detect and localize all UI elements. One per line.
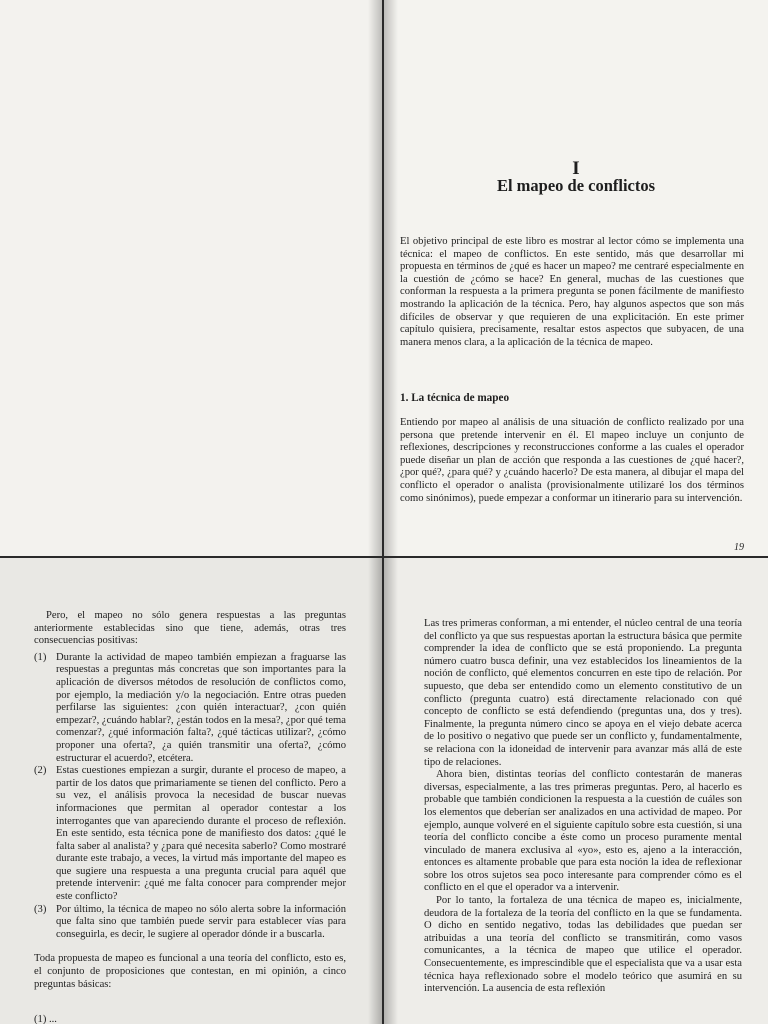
binding-shadow [384, 0, 398, 556]
section-heading: 1. La técnica de mapeo [400, 392, 510, 404]
bottom-left-page [0, 558, 382, 1024]
list-item-number: (3) [34, 903, 47, 915]
binding-shadow [368, 0, 382, 556]
body-paragraph: Ahora bien, distintas teorías del conflicto contestarán de maneras diversas, especialmente, a las tres primeras preguntas. Pero, al hacerlo es probable que también condicionen la respuesta a la cuestión de cuáles son los elementos que deberían ser analizados en una actividad de mapeo. Por ejemplo, aunque volveré en el siguiente capítulo sobre esta cuestión, si una teoría del conflicto concibe a éste como un proceso puramente mental vinculado de manera exclusiva al «yo», esto es, ajeno a la interacción, entonces es altamente probable que para esta noción la idea de reflexionar sobre los otros sujetos sea poco interesante para comprender cómo es el conflicto en el que el operador va a intervenir. [424, 769, 743, 894]
top-right-chapter-page [384, 0, 768, 556]
chapter-title: El mapeo de conflictos [496, 176, 656, 195]
closing-paragraph: Toda propuesta de mapeo es funcional a una teoría del conflicto, esto es, el conjunto de proposiciones que contestan, en mi opinión, a cinco preguntas básicas: [34, 953, 346, 990]
list-item-text: Durante la actividad de mapeo también empiezan a fraguarse las respuestas a preguntas más concretas que son importantes para la aplicación de diversos métodos de resolución de conflictos como, por ejemplo, la mediación y/o la negociación. Entre otras pueden perfilarse las siguientes: ¿con quién interactuar?, ¿con quién empezar?, ¿cuándo hablar?, ¿están todos en la mesa?, ¿por qué tema comenzar?, ¿qué información falta?, ¿qué tácticas utilizar?, ¿cómo proponer una oferta?, ¿a quién transmitir una oferta?, ¿cómo estructurar el acuerdo?, etcétera. [56, 651, 346, 764]
page-number: 19 [734, 542, 744, 553]
bottom-right-page [384, 558, 768, 1024]
intro-text [400, 236, 744, 349]
section-paragraph: Entiendo por mapeo al análisis de una situación de conflicto realizado por una persona que pretende intervenir en él. El mapeo incluye un conjunto de reflexiones, descripciones y reconstrucciones conforme a las cuales el operador puede diseñar un plan de acción que responda a las cuestiones de ¿qué hacer?, ¿por qué?, ¿para qué? y ¿cuándo hacerlo? De esta manera, al dibujar el mapa del conflicto el operador o analista (provisionalmente utilizaré los dos términos como sinónimos), puede empezar a conformar un itinerario para su intervención. [400, 417, 744, 504]
section-text [400, 417, 744, 505]
list-item [34, 904, 346, 942]
body-paragraph: Por lo tanto, la fortaleza de una técnica de mapeo es, inicialmente, deudora de la fortaleza de la teoría del conflicto en la que se fundamenta. O dicho en sentido negativo, todas las debilidades que puedan ser atribuidas a una teoría del conflicto se transmitirán, como vasos comunicantes, a la técnica de mapeo que utilice el operador. Consecuentemente, es imprescindible que el especialista que va a usar esta técnica haya reflexionado sobre el modelo teórico que asumirá en su intervención. La ausencia de esta reflexión [424, 895, 742, 995]
chapter-number: I [572, 158, 580, 179]
list-item [34, 765, 346, 904]
consequences-list [34, 652, 346, 942]
top-left-blank-page [0, 0, 382, 556]
list-item-text: Por último, la técnica de mapeo no sólo alerta sobre la información que falta sino que también puede servir para establecer vías para conseguirla, es decir, le sugiere al operador dónde ir a buscarla. [56, 903, 346, 940]
opening-paragraph: Pero, el mapeo no sólo genera respuestas a las preguntas anteriormente establecidas sino que tiene, además, otras tres consecuencias positivas: [34, 610, 346, 647]
list-item-number: (1) [34, 651, 47, 663]
list-item [34, 652, 346, 765]
list-item-number: (2) [34, 765, 47, 777]
cut-off-line: (1) ... [34, 1014, 57, 1024]
binding-shadow [384, 558, 398, 1024]
body-paragraph: Las tres primeras conforman, a mi entender, el núcleo central de una teoría del conflicto ya que sus respuestas aportan la estructura básica que permite comprender la idea de conflicto que se está proponiendo. La pregunta número cuatro busca definir, una vez establecidos los lineamientos de la noción de conflicto, qué elementos concurren en este tipo de relación. Por supuesto, que deba ser entendido como un elemento constitutivo de un conflicto (pregunta cuatro) está directamente relacionado con qué concepto de conflicto se está defendiendo (preguntas una, dos y tres). Finalmente, la pregunta número cinco se apoya en el viejo debate acerca de lo positivo o negativo que puede ser un conflicto y, fundamentalmente, se relaciona con la idoneidad de intervenir para avanzar más allá de este tipo de relaciones. [424, 618, 742, 768]
right-page-text [424, 618, 742, 996]
binding-shadow [368, 558, 382, 1024]
left-page-text [34, 610, 346, 991]
list-item-text: Estas cuestiones empiezan a surgir, durante el proceso de mapeo, a partir de los datos que primariamente se tienen del conflicto. Pero a su vez, el análisis provoca la necesidad de buscar nuevas informaciones que permitan al operador contestar a los interrogantes que van apareciendo durante el proceso de reflexión. En este sentido, esta técnica pone de manifiesto dos datos: ¿qué le falta saber al analista? y ¿para qué necesita saberlo? Como mostraré durante este trabajo, a veces, la virtud más importante del mapeo es que sugiere una respuesta a una pregunta crucial para aquél que pretende intervenir: ¿qué me falta conocer para comprender mejor este conflicto? [56, 765, 346, 903]
intro-paragraph: El objetivo principal de este libro es mostrar al lector cómo se implementa una técnica: el mapeo de conflictos. En este sentido, más que desarrollar mi propuesta en términos de ¿qué es hacer un mapeo? me centraré especialmente en la cuestión de ¿cómo se hace? En general, muchas de las cuestiones que conforman la respuesta a la primera pregunta se ponen fácilmente de manifiesto mostrando la aplicación de la técnica. Pero, hay algunos aspectos que son más difíciles de observar y que requieren de una explicitación. En este primer capítulo quisiera, precisamente, resaltar estos aspectos que subyacen, de una manera menos clara, a la aplicación de la técnica de mapeo. [400, 236, 744, 348]
